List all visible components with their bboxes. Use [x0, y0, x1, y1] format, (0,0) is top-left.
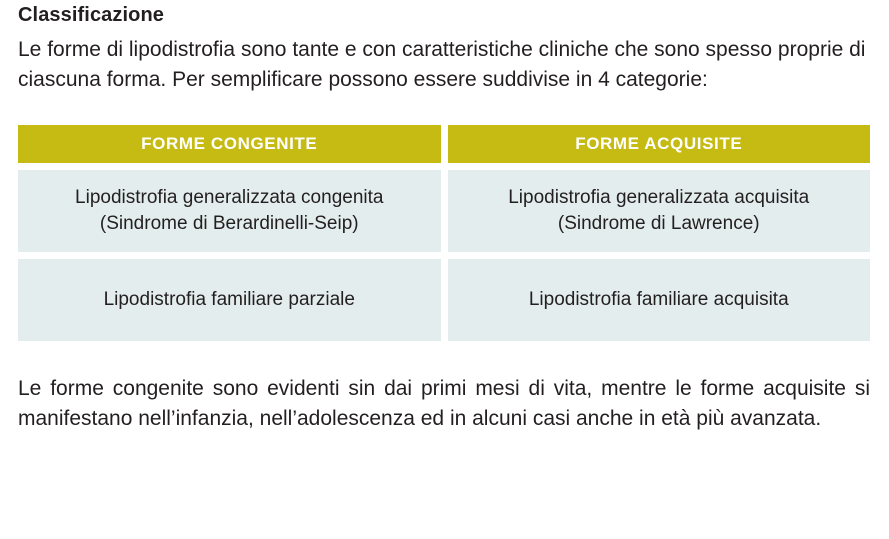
- outro-paragraph: Le forme congenite sono evidenti sin dai primi mesi di vita, mentre le forme acquisite si manifestano nell’infanzia, nell’adolescenza ed in alcuni casi anche in età più avanzata.: [18, 377, 870, 430]
- table-body: [18, 170, 870, 341]
- intro-paragraph: Le forme di lipodistrofia sono tante e con caratteristiche cliniche che sono spesso proprie di ciascuna forma. Per semplificare possono essere suddivise in 4 categorie:: [18, 38, 866, 91]
- cell-line-primary: Lipodistrofia familiare parziale: [103, 289, 355, 310]
- column-header-congenite: FORME CONGENITE: [18, 125, 441, 163]
- table-header: [18, 125, 870, 163]
- classification-table: [11, 118, 877, 348]
- cell-line-secondary: (Sindrome di Lawrence): [557, 213, 760, 234]
- column-header-acquisite: FORME ACQUISITE: [448, 125, 871, 163]
- cell-congenite-familiare: [18, 259, 441, 341]
- cell-line-primary: Lipodistrofia generalizzata congenita: [75, 187, 384, 208]
- cell-congenite-generalizzata: [18, 170, 441, 252]
- cell-acquisite-familiare: [448, 259, 871, 341]
- spacer: [18, 348, 869, 374]
- cell-acquisite-generalizzata: [448, 170, 871, 252]
- table-header-row: [18, 125, 870, 163]
- spacer: [18, 95, 869, 118]
- table-row: [18, 259, 870, 341]
- cell-line-primary: Lipodistrofia generalizzata acquisita: [508, 187, 810, 208]
- cell-line-secondary: (Sindrome di Berardinelli-Seip): [99, 213, 359, 234]
- page-title: Classificazione: [18, 4, 165, 26]
- cell-line-primary: Lipodistrofia familiare acquisita: [528, 289, 789, 310]
- table-row: [18, 170, 870, 252]
